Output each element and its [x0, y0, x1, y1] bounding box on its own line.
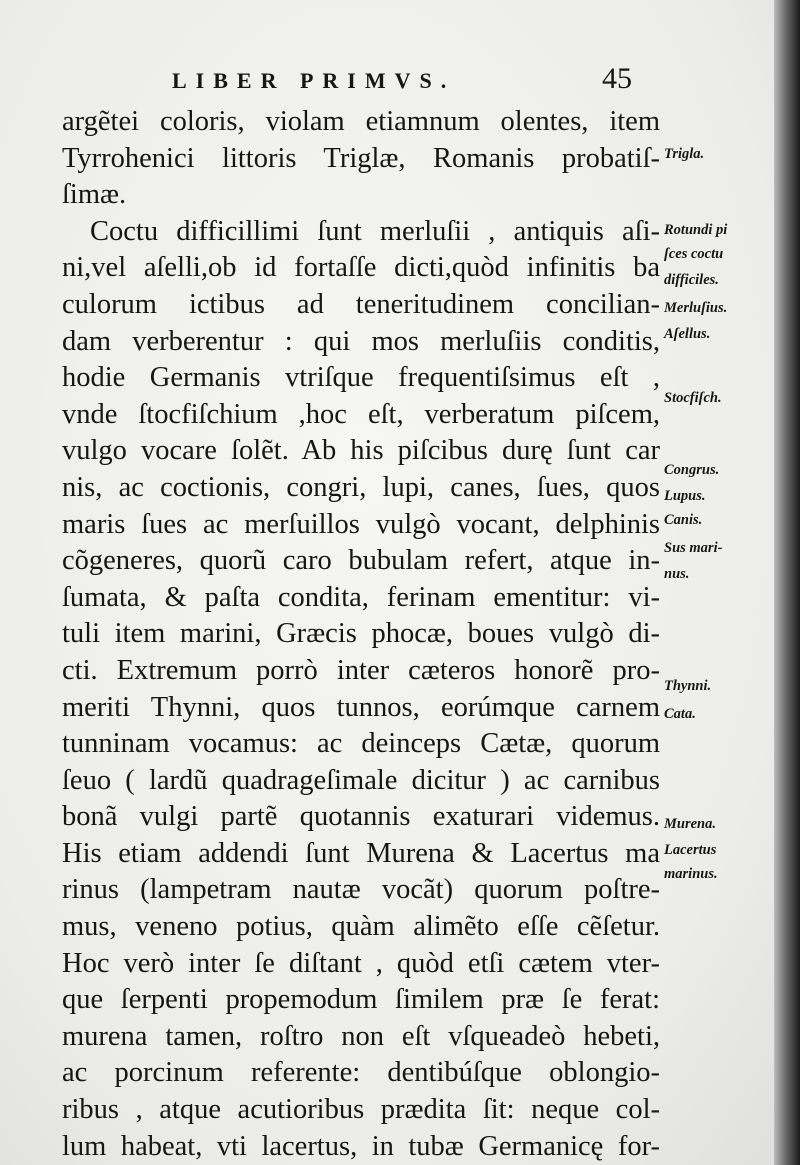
- margin-note: Canis.: [664, 512, 703, 528]
- text-line: meriti Thynni, quos tunnos, eorúmque carnem: [62, 691, 660, 723]
- text-line: nis, ac coctionis, congri, lupi, canes, ſues, quos: [62, 471, 660, 503]
- text-line: His etiam addendi ſunt Murena & Lacertus ma: [62, 837, 660, 869]
- text-line: mus, veneno potius, quàm alimẽto eſſe cẽſetur.: [62, 911, 660, 943]
- running-title: LIBER PRIMVS.: [172, 68, 456, 93]
- text-line: cõgeneres, quorũ caro bubulam refert, atque in-: [62, 545, 660, 577]
- text-line: vnde ſtocfiſchium ,hoc eſt, verberatum piſcem,: [62, 398, 660, 430]
- margin-note: difficiles.: [664, 272, 719, 288]
- text-line: rinus (lampetram nautæ vocãt) quorum poſtre-: [62, 874, 660, 906]
- text-line: tunninam vocamus: ac deinceps Cætæ, quorum: [62, 728, 660, 760]
- text-line: vulgo vocare ſolẽt. Ab his piſcibus durę ſunt car: [62, 435, 660, 467]
- margin-note: marinus.: [664, 866, 718, 882]
- text-line: dam verberentur : qui mos merluſiis conditis,: [62, 325, 660, 357]
- text-line: que ſerpenti propemodum ſimilem præ ſe ferat:: [62, 984, 660, 1016]
- text-line: ribus , atque acutioribus prædita ſit: neque col-: [62, 1094, 660, 1126]
- margin-note: Congrus.: [664, 462, 720, 478]
- margin-note: Merluſius.: [664, 300, 728, 316]
- text-line: cti. Extremum porrò inter cæteros honorẽ pro-: [62, 654, 660, 686]
- margin-note: Aſellus.: [664, 326, 711, 342]
- margin-note: Stocfiſch.: [664, 390, 722, 406]
- text-line: hodie Germanis vtriſque frequentiſsimus eſt ,: [62, 362, 660, 394]
- body-text: [62, 104, 660, 1165]
- margin-note: Rotundi pi: [664, 222, 728, 238]
- text-line: ni,vel aſelli,ob id fortaſſe dicti,quòd infinitis ba: [62, 252, 660, 284]
- text-line: Coctu difficillimi ſunt merluſii , antiquis aſi-: [90, 215, 660, 247]
- text-line: Tyrrohenici littoris Triglæ, Romanis probatiſ-: [62, 142, 660, 174]
- margin-note: Sus mari-: [664, 540, 723, 556]
- text-line: ſimæ.: [62, 179, 127, 211]
- margin-note: Murena.: [664, 816, 716, 832]
- page-number: 45: [602, 62, 632, 95]
- page-header: [172, 60, 632, 100]
- margin-notes: [664, 0, 772, 1165]
- text-line: argẽtei coloris, violam etiamnum olentes, item: [62, 106, 660, 137]
- margin-note: Thynni.: [664, 678, 712, 694]
- book-binding-edge: [774, 0, 800, 1165]
- text-line: maris ſues ac merſuillos vulgò vocant, delphinis: [62, 508, 660, 540]
- text-line: bonã vulgi partẽ quotannis exaturari videmus.: [62, 801, 660, 833]
- text-line: culorum ictibus ad teneritudinem concilian-: [62, 288, 660, 320]
- margin-note: Lacertus: [664, 842, 717, 858]
- text-line: murena tamen, roſtro non eſt vſqueadeò hebeti,: [62, 1020, 660, 1052]
- text-line: ſumata, & paſta condita, ferinam ementitur: vi-: [62, 581, 660, 613]
- text-line: lum habeat, vti lacertus, in tubæ Germanicę for-: [62, 1130, 660, 1162]
- margin-note: Cata.: [664, 706, 696, 722]
- text-line: ſeuo ( lardũ quadrageſimale dicitur ) ac carnibus: [62, 764, 660, 796]
- margin-note: Trigla.: [664, 146, 705, 162]
- margin-note: ſces coctu: [664, 246, 724, 262]
- text-line: Hoc verò inter ſe diſtant , quòd etſi cætem vter-: [62, 947, 660, 979]
- margin-note: Lupus.: [664, 488, 706, 504]
- text-line: ac porcinum referente: dentibúſque oblongio-: [62, 1057, 660, 1089]
- text-line: tuli item marini, Græcis phocæ, boues vulgò di-: [62, 618, 660, 650]
- margin-note: nus.: [664, 566, 690, 582]
